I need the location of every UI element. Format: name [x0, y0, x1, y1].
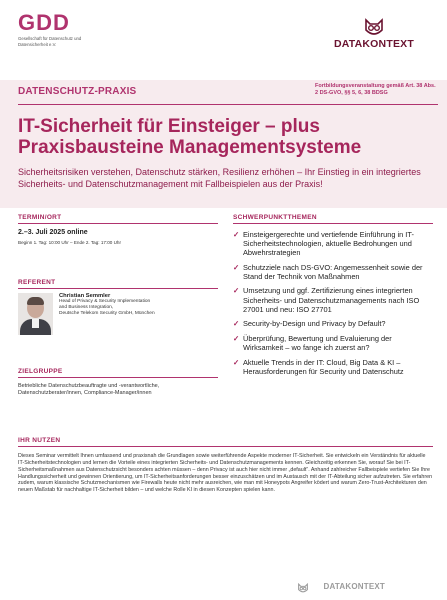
nutzen-section: [18, 437, 433, 494]
list-item: ✓ Schutzziele nach DS-GVO: Angemessenheit sowie der Stand der Technik von Maßnahmen: [233, 262, 423, 281]
owl-icon: [297, 583, 309, 593]
list-item: ✓ Security-by-Design und Privacy by Default?: [233, 319, 386, 329]
referent-photo: [18, 293, 53, 335]
list-item: ✓ Einsteigergerechte und vertiefende Einführung in IT-Sicherheitstechnologien, aktuelle Bedrohungen und Abwehrstrategien: [233, 230, 414, 258]
topic-list: [233, 230, 433, 376]
footer: [0, 574, 447, 600]
schwerpunkt-heading: SCHWERPUNKTTHEMEN: [233, 214, 433, 224]
gdd-logo-subtitle: Gesellschaft für Datenschutz und Datensicherheit e.V.: [18, 36, 82, 47]
referent-heading: REFERENT: [18, 279, 218, 289]
referent-body: [18, 293, 218, 335]
gdd-logo-mark: GDD: [18, 10, 70, 35]
nutzen-text: Dieses Seminar vermittelt Ihnen umfassend und praxisnah die Grundlagen sowie weiterführende Aspekte moderner IT-Sicherheit. Sie entwickeln ein Verständnis für aktuelle IT-Sicherheitstechnologien und lernen die Vorteile eines integrierten Sicherheits- und Datenschutzmanagements kennen. Gleichzeitig erkennen Sie, worauf Sie bei IT-Sicherheitsmaßnahmen aus Datenschutzsicht besonders achten müssen – denn Privacy ist auch hier nicht immer „default“. Anhand zahlreicher Fallbeispiele vertiefen Sie Ihre Handlungssicherheit und gewinnen Orientierung, um IT-Sicherheitsanforderungen besser einzuschätzen und im Austausch mit der IT-Abteilung sicher aufzutreten. Sie erfahren zudem, warum klassische Schutzmechanismen wie Firewalls heute nicht mehr ausreichen, wie man mit Honeypots Angreifer ködert und warum Zero-Trust-Architekturen den neuen Maßstab für nachhaltige IT-Sicherheit bilden – und welche Rolle KI in diesen Konzepten spielen kann.: [18, 453, 433, 494]
owl-icon: [363, 18, 385, 36]
termin-times: Beginn 1. Tag: 10:00 Uhr – Ende 2. Tag: 17:00 Uhr: [18, 240, 122, 245]
list-item: ✓ Umsetzung und ggf. Zertifizierung eines integrierten Sicherheits- und Datenschutzmanagements nach ISO 27001 und neu: ISO 27701: [233, 286, 420, 314]
title-band: [0, 80, 447, 208]
check-icon: ✓: [233, 286, 240, 296]
referent-name: Christian Semmler: [59, 293, 111, 299]
list-item: ✓ Aktuelle Trends in der IT: Cloud, Big Data & KI – Herausforderungen für Security und Datenschutz: [233, 357, 404, 376]
page-title: IT-Sicherheit für Einsteiger – plus Praxisbausteine Managementsysteme: [18, 116, 362, 158]
check-icon: ✓: [233, 357, 240, 367]
check-icon: ✓: [233, 230, 240, 239]
zielgruppe-line-2: Datenschutzberater/innen, Compliance-Manager/innen: [18, 390, 152, 397]
section-kicker: DATENSCHUTZ-PRAXIS: [18, 86, 137, 97]
referent-section: [18, 279, 218, 335]
list-item: ✓ Überprüfung, Bewertung und Evaluierung der Wirksamkeit – wo fange ich zuerst an?: [233, 333, 392, 352]
check-icon: ✓: [233, 333, 240, 343]
check-icon: ✓: [233, 262, 240, 272]
right-column: [233, 214, 433, 381]
datakontext-wordmark: DATAKONTEXT: [334, 38, 414, 50]
fortbildung-note: Fortbildungsveranstaltung gemäß Art. 38 Abs. 2 DS-GVO, §§ 5, 6, 38 BDSG: [315, 83, 436, 96]
termin-section: [18, 214, 218, 245]
zielgruppe-heading: ZIELGRUPPE: [18, 368, 218, 378]
zielgruppe-line-1: Betriebliche Datenschutzbeauftragte und -verantwortliche,: [18, 383, 160, 389]
zielgruppe-section: [18, 368, 218, 397]
referent-company: Deutsche Telekom Security GmbH, München: [59, 311, 155, 316]
left-column: [18, 214, 218, 397]
referent-info: [59, 293, 155, 335]
page-subtitle: Sicherheitsrisiken verstehen, Datenschutz stärken, Resilienz erhöhen – Ihr Einstieg in ein integriertes Sicherheits- und Datenschutzmanagement mit Fallbeispielen aus der Praxis!: [18, 167, 421, 189]
datakontext-logo: [319, 18, 429, 50]
band-top-row: [18, 80, 438, 105]
termin-date: 2.–3. Juli 2025 online: [18, 229, 88, 236]
referent-role-1: Head of Privacy & Security Implementation: [59, 299, 151, 304]
zielgruppe-text: [18, 383, 218, 397]
footer-logo: DATAKONTEXT: [323, 582, 385, 591]
header: [0, 0, 447, 80]
nutzen-heading: IHR NUTZEN: [18, 437, 433, 447]
gdd-logo: [18, 12, 98, 47]
check-icon: ✓: [233, 319, 240, 329]
termin-heading: TERMIN/ORT: [18, 214, 218, 224]
referent-role-2: and Business Integration,: [59, 305, 114, 310]
